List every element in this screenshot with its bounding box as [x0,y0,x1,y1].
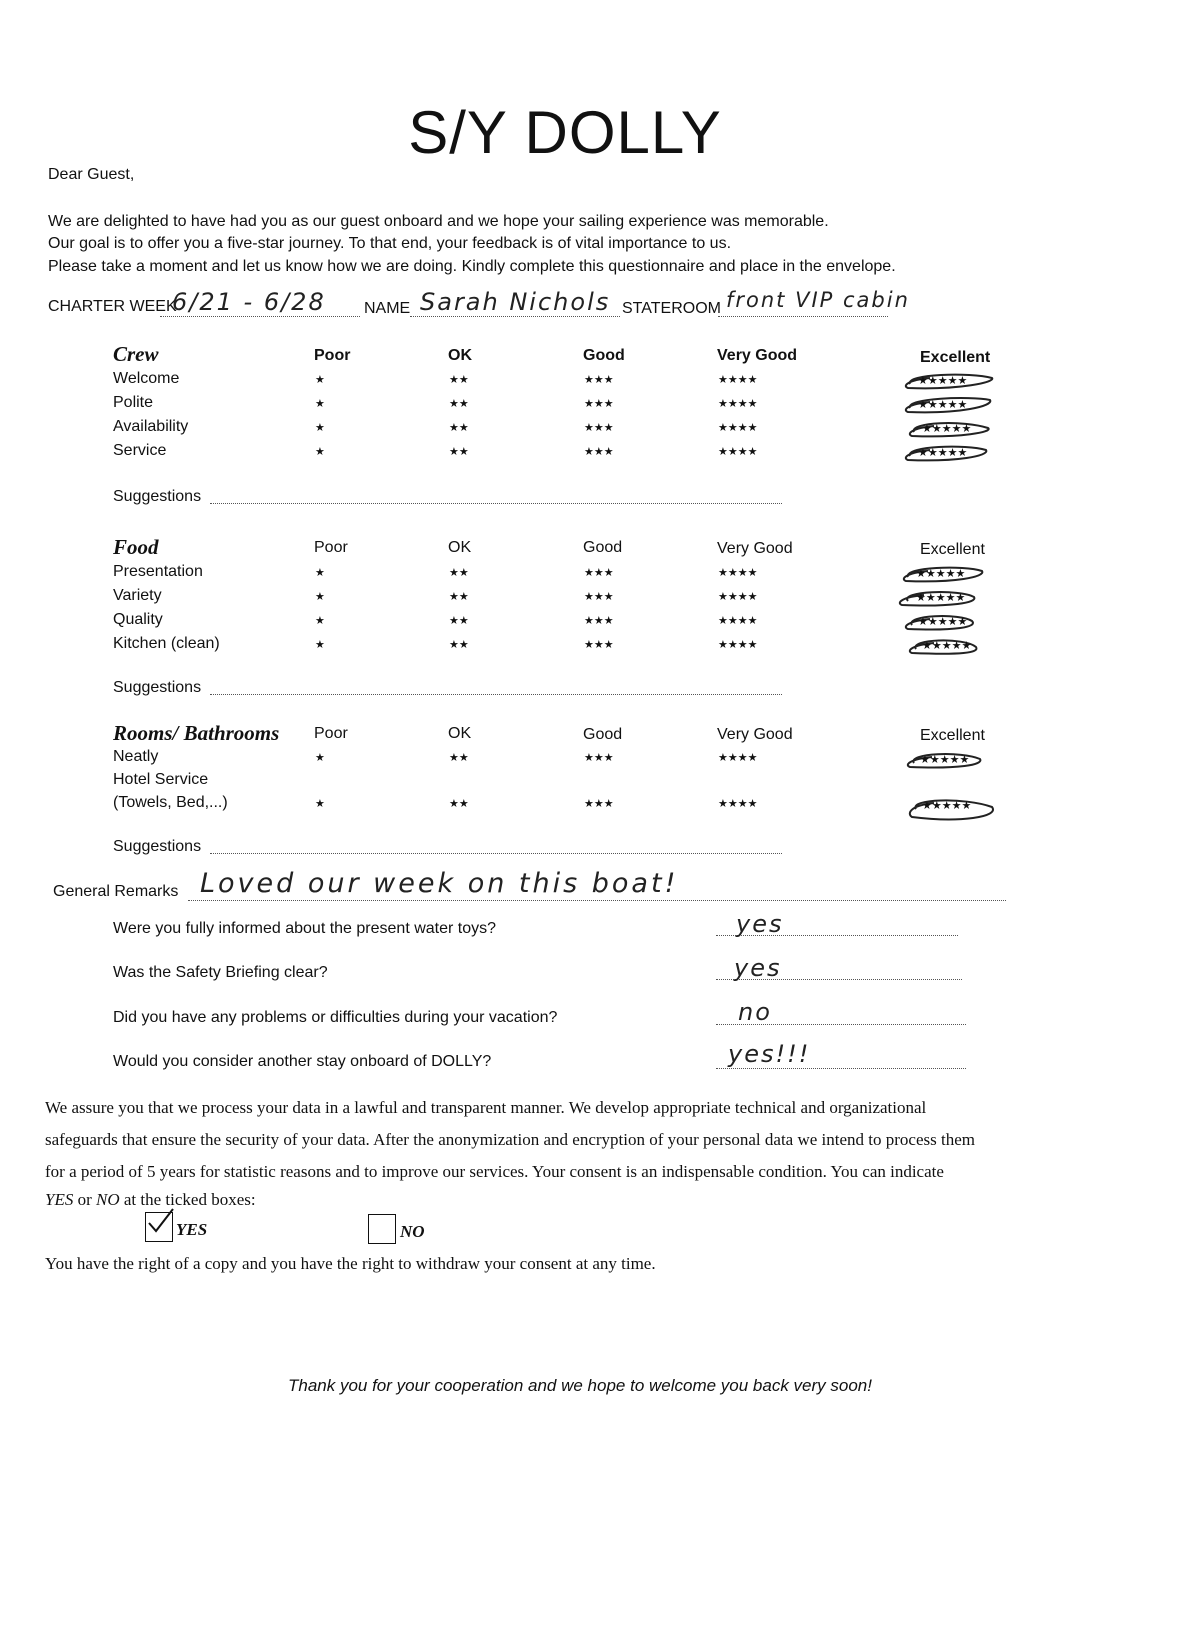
rating-1-star[interactable]: ★ [315,567,325,579]
consent-line-2: safeguards that ensure the security of your data. After the anonymization and encryption of your personal data we intend to process them [45,1130,975,1149]
consent-line-1: We assure you that we process your data in a lawful and transparent manner. We develop appropriate technical and organizational [45,1098,927,1117]
rooms-header-excellent: Excellent [920,727,985,744]
consent-yes-checkbox[interactable] [145,1212,173,1242]
consent-line-4: YES or NO at the ticked boxes: [45,1190,256,1209]
food-section-title: Food [113,535,159,559]
rating-2-star[interactable]: ★★ [449,446,469,458]
consent-yes-label: YES [176,1220,208,1239]
rating-5-star-circled[interactable]: ★★★★★ [902,749,994,771]
consent-rights: You have the right of a copy and you have the right to withdraw your consent at any time. [45,1254,656,1273]
rating-1-star[interactable]: ★ [315,639,325,651]
answer-problems[interactable]: no [738,998,772,1026]
rating-2-star[interactable]: ★★ [449,752,469,764]
answer-another-stay[interactable]: yes!!! [728,1040,811,1068]
rating-3-star[interactable]: ★★★ [584,422,614,434]
rating-2-star[interactable]: ★★ [449,591,469,603]
rooms-header-very-good: Very Good [717,726,793,743]
rating-2-star[interactable]: ★★ [449,422,469,434]
crew-suggestions-field[interactable] [210,503,782,504]
rating-2-star[interactable]: ★★ [449,374,469,386]
rating-5-star-circled[interactable]: ★★★★★ [904,418,996,440]
rating-5-star-circled[interactable]: ★★★★★ [904,635,996,657]
charter-week-field[interactable]: 6/21 - 6/28 [172,288,326,316]
answer-water-toys[interactable]: yes [736,910,784,938]
question-safety-briefing: Was the Safety Briefing clear? [113,964,328,981]
food-header-very-good: Very Good [717,540,793,557]
crew-suggestions-label: Suggestions [113,488,202,505]
rating-3-star[interactable]: ★★★ [584,374,614,386]
rating-4-star[interactable]: ★★★★ [718,639,758,651]
rating-4-star[interactable]: ★★★★ [718,591,758,603]
page-title: S/Y DOLLY [408,99,722,166]
rating-5-star-circled[interactable]: ★★★★★ [900,442,992,464]
food-item-variety: Variety [113,587,162,604]
rating-3-star[interactable]: ★★★ [584,639,614,651]
question-problems: Did you have any problems or difficulties during your vacation? [113,1009,558,1026]
rating-1-star[interactable]: ★ [315,591,325,603]
rooms-item-neatly: Neatly [113,748,159,765]
rating-5-star-circled[interactable]: ★★★★★ [900,370,992,392]
rating-3-star[interactable]: ★★★ [584,446,614,458]
rooms-item-hotel-service: Hotel Service [113,771,209,788]
name-field[interactable]: Sarah Nichols [420,288,611,316]
rating-2-star[interactable]: ★★ [449,639,469,651]
food-header-ok: OK [448,539,472,556]
intro-line-3: Please take a moment and let us know how we are doing. Kindly complete this questionnaire and place in the envelope. [48,258,896,275]
rating-4-star[interactable]: ★★★★ [718,798,758,810]
charter-week-label: CHARTER WEEK [48,298,177,315]
rating-4-star[interactable]: ★★★★ [718,422,758,434]
rating-3-star[interactable]: ★★★ [584,398,614,410]
rating-4-star[interactable]: ★★★★ [718,398,758,410]
thank-you-note: Thank you for your cooperation and we hope to welcome you back very soon! [287,1376,872,1395]
crew-header-good: Good [583,347,625,364]
consent-no-checkbox[interactable] [368,1214,396,1244]
rooms-suggestions-label: Suggestions [113,838,202,855]
rating-4-star[interactable]: ★★★★ [718,446,758,458]
intro-line-1: We are delighted to have had you as our guest onboard and we hope your sailing experience was memorable. [48,213,829,230]
rooms-header-poor: Poor [314,725,348,742]
crew-header-ok: OK [448,347,472,364]
crew-header-very-good: Very Good [717,347,798,364]
rating-1-star[interactable]: ★ [315,422,325,434]
rating-2-star[interactable]: ★★ [449,798,469,810]
rating-1-star[interactable]: ★ [315,398,325,410]
general-remarks-label: General Remarks [53,883,179,900]
rating-1-star[interactable]: ★ [315,615,325,627]
name-label: NAME [364,300,411,317]
question-water-toys: Were you fully informed about the present water toys? [113,920,497,937]
rooms-suggestions-field[interactable] [210,853,782,854]
rating-1-star[interactable]: ★ [315,374,325,386]
rating-3-star[interactable]: ★★★ [584,567,614,579]
rating-4-star[interactable]: ★★★★ [718,567,758,579]
food-item-presentation: Presentation [113,563,203,580]
rating-2-star[interactable]: ★★ [449,398,469,410]
rating-5-star-circled[interactable]: ★★★★★ [900,394,992,416]
food-header-poor: Poor [314,539,348,556]
rating-4-star[interactable]: ★★★★ [718,615,758,627]
food-suggestions-field[interactable] [210,694,782,695]
rating-5-star-circled[interactable]: ★★★★★ [898,563,990,585]
rooms-section-title: Rooms/ Bathrooms [113,721,280,745]
crew-item-polite: Polite [113,394,154,411]
rating-5-star-circled[interactable]: ★★★★★ [894,587,986,609]
rating-2-star[interactable]: ★★ [449,567,469,579]
crew-header-poor: Poor [314,347,351,364]
intro-line-2: Our goal is to offer you a five-star journey. To that end, your feedback is of vital importance to us. [48,235,732,252]
question-another-stay: Would you consider another stay onboard of DOLLY? [113,1053,492,1070]
food-item-kitchen: Kitchen (clean) [113,635,220,652]
rating-5-star-circled[interactable]: ★★★★★ [904,797,1004,825]
consent-no-label: NO [400,1222,425,1241]
rating-3-star[interactable]: ★★★ [584,752,614,764]
consent-line-3: for a period of 5 years for statistic reasons and to improve our services. Your consent is an indispensable condition. You can indicate [45,1162,944,1181]
general-remarks-field[interactable]: Loved our week on this boat! [200,868,679,899]
food-header-good: Good [583,539,623,556]
rating-3-star[interactable]: ★★★ [584,591,614,603]
rooms-header-good: Good [583,726,623,743]
crew-section-title: Crew [113,342,159,366]
food-suggestions-label: Suggestions [113,679,202,696]
rating-2-star[interactable]: ★★ [449,615,469,627]
rating-4-star[interactable]: ★★★★ [718,374,758,386]
rating-4-star[interactable]: ★★★★ [718,752,758,764]
rating-1-star[interactable]: ★ [315,446,325,458]
rating-5-star-circled[interactable]: ★★★★★ [900,611,992,633]
crew-item-availability: Availability [113,418,189,435]
rooms-header-ok: OK [448,725,472,742]
stateroom-field[interactable]: front VIP cabin [726,288,910,312]
crew-item-service: Service [113,442,167,459]
crew-item-welcome: Welcome [113,370,180,387]
crew-header-excellent: Excellent [920,349,991,366]
food-item-quality: Quality [113,611,163,628]
food-header-excellent: Excellent [920,541,985,558]
checkmark-icon [146,1207,176,1237]
rating-1-star[interactable]: ★ [315,752,325,764]
rating-3-star[interactable]: ★★★ [584,615,614,627]
answer-safety-briefing[interactable]: yes [734,954,782,982]
greeting: Dear Guest, [48,166,135,183]
rating-3-star[interactable]: ★★★ [584,798,614,810]
rooms-item-towels-bed: (Towels, Bed,...) [113,794,228,811]
stateroom-label: STATEROOM [622,300,721,317]
rating-1-star[interactable]: ★ [315,798,325,810]
